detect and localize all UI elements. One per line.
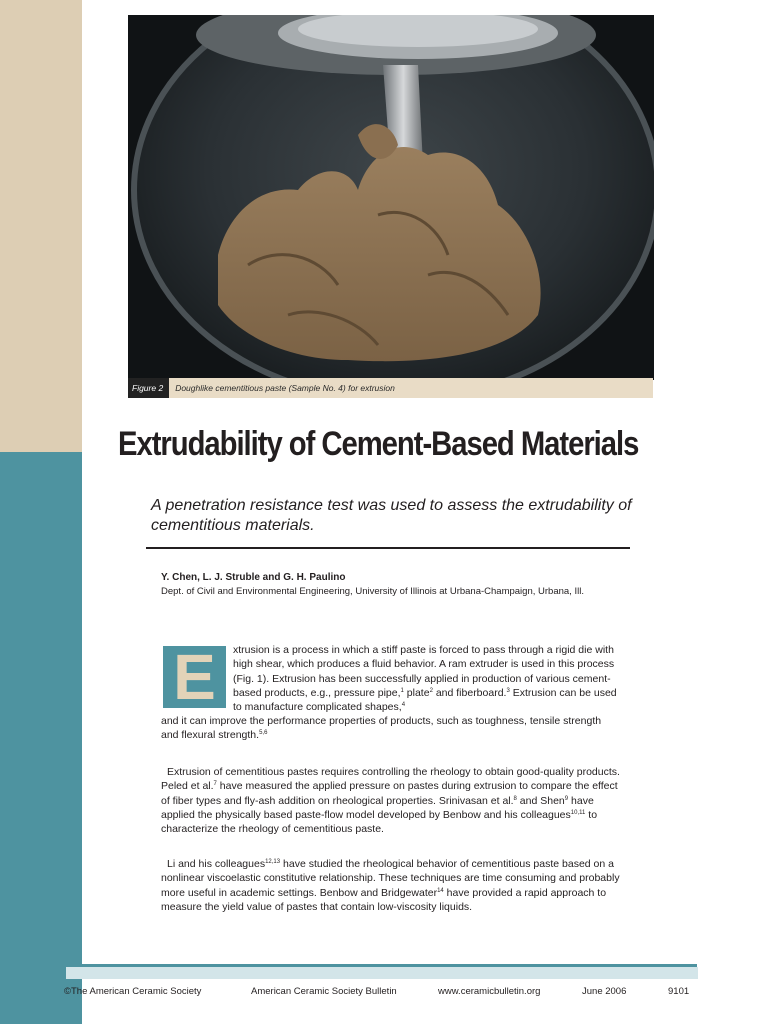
drop-cap-letter: E	[173, 641, 216, 713]
sidebar-tan-band	[0, 0, 82, 452]
drop-cap	[163, 641, 226, 713]
ref-7: 7	[213, 781, 217, 788]
figure-caption	[128, 378, 653, 398]
ref-1: 1	[400, 687, 404, 694]
paragraph-2: Extrusion of cementitious pastes requires controlling the rheology to obtain good-quality products. Peled et al.$^7$ have measured the applied pressure on pastes during extrusion to compare the effect of fiber types and fly-ash addition on rheological properties. Srinivasan et al.$^8$ and Shen$^9$ have applied the physically based paste-flow model developed by Benbow and his colleagues$^{10,11}$ to characterize the rheology of cementitious paste.	[161, 766, 620, 836]
footer-journal: American Ceramic Society Bulletin	[251, 986, 397, 997]
ref-4: 4	[401, 702, 406, 709]
paragraph-1-indented: xtrusion is a process in which a stiff paste is forced to pass through a rigid die with high shear, which produces a fluid behavior. A ram extruder is used in this process (Fig. 1). Extrusion has been successfully applied in production of various cement-based products, e.g., pressure pipe,$^1$ plate$^2$ and fiberboard.$^3$ Extrusion can be used to manufacture complicated shapes,$^4$	[233, 644, 617, 714]
ref-5-6: 5,6	[259, 730, 268, 737]
article-subtitle: A penetration resistance test was used to assess the extrudability of cementitious materials.	[151, 497, 632, 534]
authors: Y. Chen, L. J. Struble and G. H. Paulino	[161, 572, 346, 583]
ref-3: 3	[506, 687, 510, 694]
ref-9: 9	[564, 795, 569, 802]
ref-10-11: 10,11	[570, 809, 586, 816]
figure-photo	[128, 15, 654, 380]
footer-band	[66, 967, 698, 979]
paragraph-3: Li and his colleagues$^{12,13}$ have studied the rheological behavior of cementitious paste based on a nonlinear viscoelastic constitutive relationship. These techniques are time consuming and probably more useful in academic settings. Benbow and Bridgewater$^{14}$ have provided a rapid approach to measure the yield value of pastes that contain low-viscosity liquids.	[161, 858, 620, 913]
sidebar-teal-band	[0, 452, 82, 1024]
footer-society: ©The American Ceramic Society	[64, 986, 202, 997]
footer-website[interactable]: www.ceramicbulletin.org	[438, 986, 541, 997]
title-divider	[146, 547, 630, 549]
ref-2: 2	[429, 687, 433, 694]
affiliation: Dept. of Civil and Environmental Engineering, University of Illinois at Urbana-Champaign, Urbana, Ill.	[161, 586, 584, 597]
ref-14: 14	[437, 887, 444, 894]
ref-8: 8	[513, 795, 517, 802]
paragraph-1-continued: and it can improve the performance properties of products, such as toughness, tensile strength and flexural strength.$^{5,6}$	[161, 715, 602, 742]
figure-caption-text: Doughlike cementitious paste (Sample No. 4) for extrusion	[175, 383, 395, 393]
footer-date: June 2006	[582, 986, 627, 997]
page-number: 9101	[668, 986, 690, 997]
mixer-bowl-illustration	[128, 15, 654, 380]
figure-label: Figure 2	[128, 378, 169, 398]
ref-12-13: 12,13	[265, 859, 281, 865]
article-title: Extrudability of Cement-Based Materials	[118, 425, 639, 463]
